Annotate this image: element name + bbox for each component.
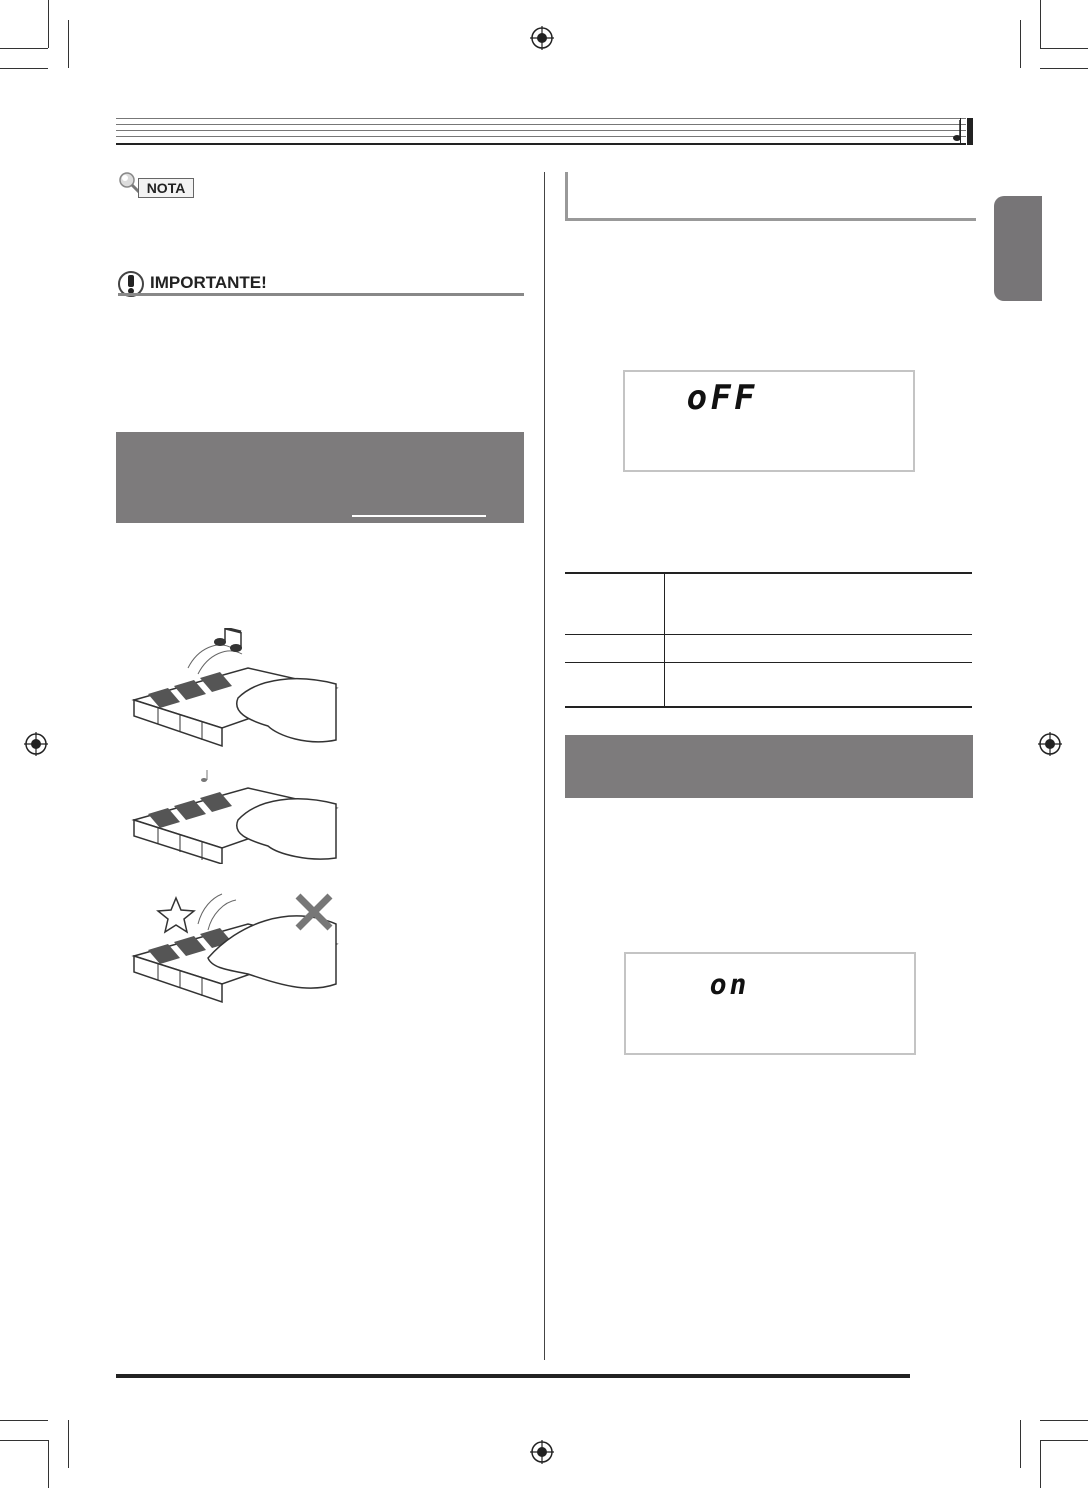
registration-mark-icon <box>1038 732 1062 756</box>
lcd-display <box>623 370 915 472</box>
table-row-rule <box>565 634 972 635</box>
keyboard-illustration-correct <box>128 628 340 748</box>
crop-mark <box>1040 1440 1088 1441</box>
column-divider <box>544 172 545 1360</box>
section-heading-box <box>565 735 973 798</box>
table-top-rule <box>565 572 972 574</box>
lcd-text: on <box>707 968 753 1001</box>
crop-mark <box>1040 48 1088 49</box>
staff-end-bar <box>967 118 973 145</box>
nota-label: NOTA <box>138 178 194 198</box>
side-tab <box>994 196 1042 301</box>
registration-mark-icon <box>24 732 48 756</box>
heading-underline <box>352 515 486 517</box>
crop-mark <box>1040 1420 1088 1421</box>
table-bottom-rule <box>565 706 972 708</box>
table-row-rule <box>565 662 972 663</box>
crop-mark <box>68 1420 69 1468</box>
crop-mark <box>68 20 69 68</box>
header-staff <box>116 118 966 144</box>
table-column-rule <box>664 574 665 706</box>
crop-mark <box>1040 68 1088 69</box>
cross-mark-icon <box>294 892 334 932</box>
importante-label: IMPORTANTE! <box>150 273 267 292</box>
crop-mark <box>48 1440 49 1488</box>
keyboard-illustration-soft <box>128 764 340 864</box>
registration-mark-icon <box>530 26 554 50</box>
crop-mark <box>0 1420 48 1421</box>
section-heading-frame <box>565 172 976 221</box>
crop-mark <box>0 48 48 49</box>
lcd-text: oFF <box>683 378 761 418</box>
section-heading-box <box>116 432 524 523</box>
crop-mark <box>48 0 49 48</box>
registration-mark-icon <box>530 1440 554 1464</box>
crop-mark <box>1040 0 1041 48</box>
staff-bar <box>960 118 961 145</box>
lcd-display <box>624 952 916 1055</box>
crop-mark <box>0 1440 48 1441</box>
footer-rule <box>116 1374 910 1378</box>
crop-mark <box>0 68 48 69</box>
importante-rule <box>118 293 524 296</box>
crop-mark <box>1020 20 1021 68</box>
crop-mark <box>1020 1420 1021 1468</box>
crop-mark <box>1040 1440 1041 1488</box>
